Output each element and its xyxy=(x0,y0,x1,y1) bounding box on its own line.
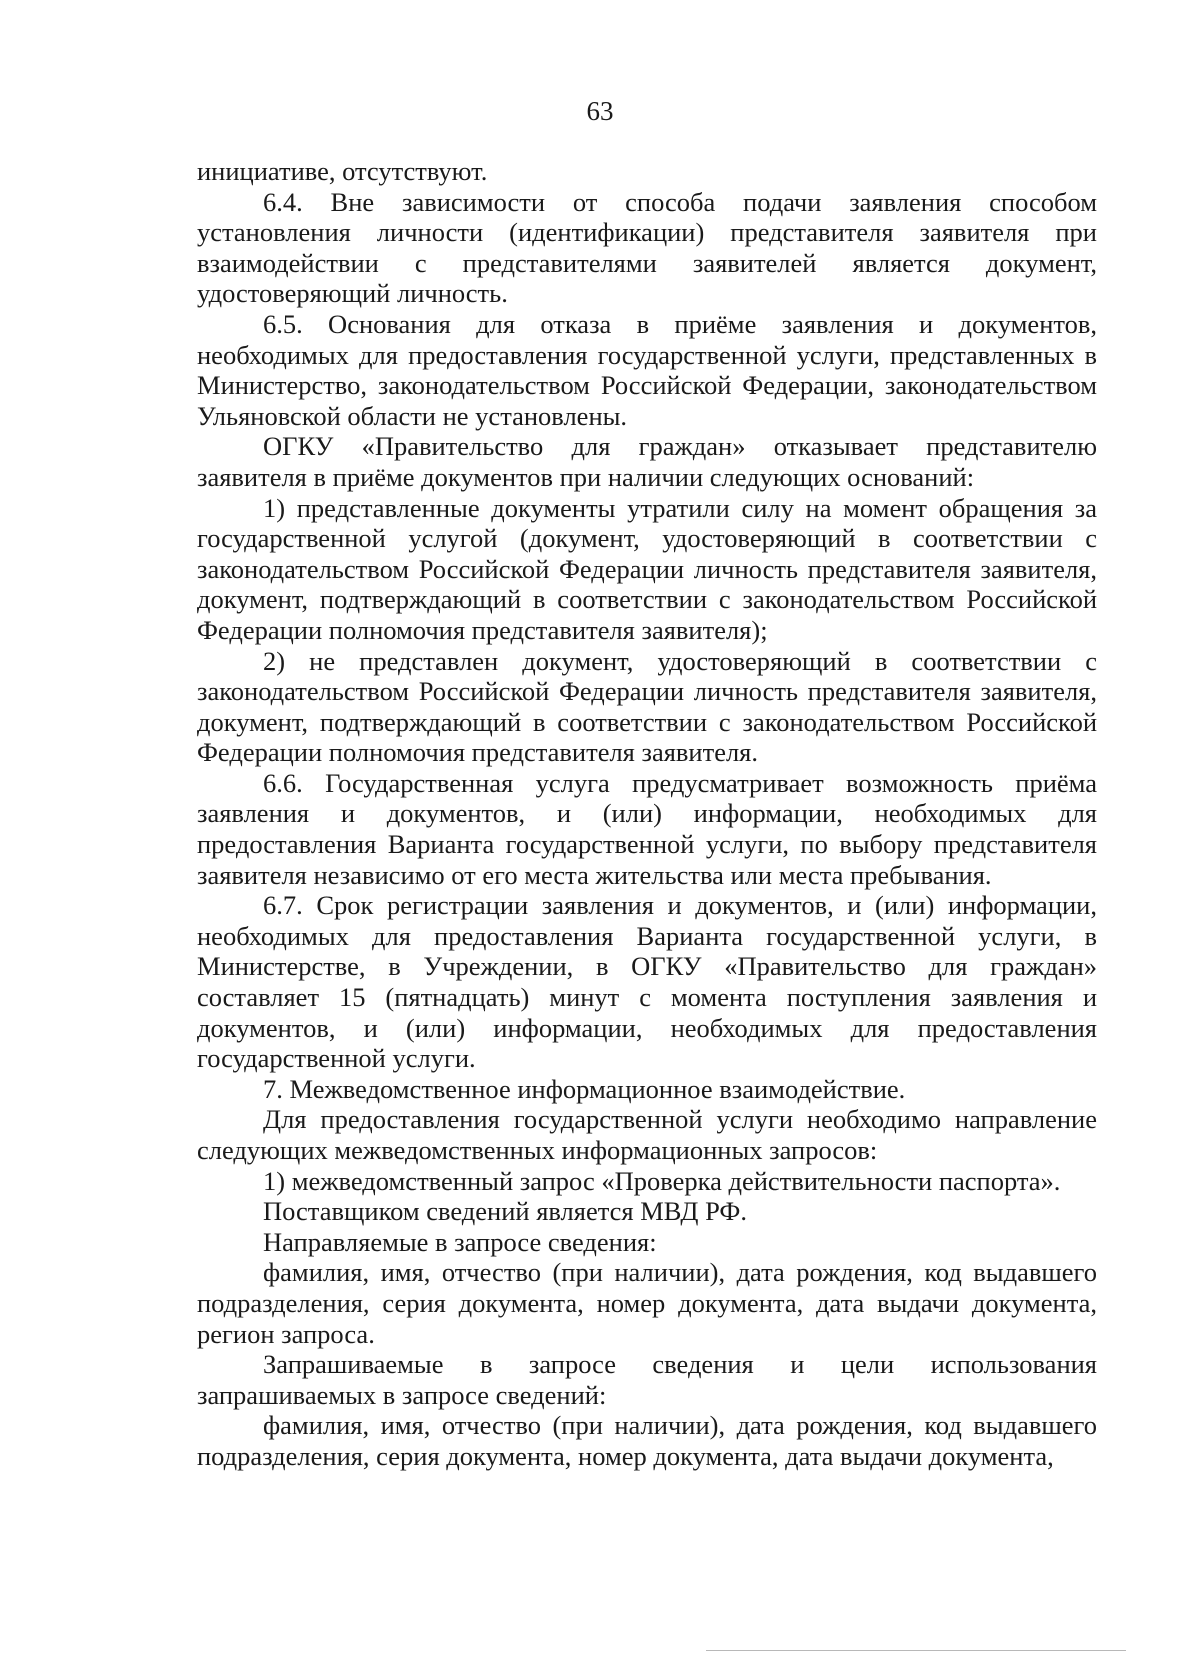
paragraph: 1) представленные документы утратили силу на момент обращения за государственной услугой (документ, удостоверяющий в соответствии с законодательством Российской Федерации личность представителя заявителя, документ, подтверждающий в соответствии с законодательством Российской Федерации полномочия представителя заявителя); xyxy=(197,492,1097,645)
paragraph: фамилия, имя, отчество (при наличии), дата рождения, код выдавшего подразделения, серия документа, номер документа, дата выдачи документа, xyxy=(197,1410,1097,1471)
paragraph: ОГКУ «Правительство для граждан» отказывает представителю заявителя в приёме документов при наличии следующих оснований: xyxy=(197,431,1097,492)
footer-rule xyxy=(706,1650,1126,1651)
document-body xyxy=(197,156,1097,1472)
paragraph: фамилия, имя, отчество (при наличии), дата рождения, код выдавшего подразделения, серия документа, номер документа, дата выдачи документа, регион запроса. xyxy=(197,1257,1097,1349)
paragraph: инициативе, отсутствуют. xyxy=(197,156,488,186)
paragraph: 6.6. Государственная услуга предусматривает возможность приёма заявления и документов, и (или) информации, необходимых для предоставления Варианта государственной услуги, по выбору представителя заявителя независимо от его места жительства или места пребывания. xyxy=(197,767,1097,890)
paragraph: 6.5. Основания для отказа в приёме заявления и документов, необходимых для предоставления государственной услуги, представленных в Министерство, законодательством Российской Федерации, законодательством Ульяновской области не установлены. xyxy=(197,308,1097,431)
paragraph: 6.4. Вне зависимости от способа подачи заявления способом установления личности (идентификации) представителя заявителя при взаимодействии с представителями заявителей является документ, удостоверяющий личность. xyxy=(197,186,1097,309)
paragraph: 2) не представлен документ, удостоверяющий в соответствии с законодательством Российской Федерации личность представителя заявителя, документ, подтверждающий в соответствии с законодательством Российской Федерации полномочия представителя заявителя. xyxy=(197,645,1097,768)
paragraph: Направляемые в запросе сведения: xyxy=(263,1226,657,1257)
paragraph: Запрашиваемые в запросе сведения и цели использования запрашиваемых в запросе сведений: xyxy=(197,1349,1097,1410)
paragraph: 7. Межведомственное информационное взаимодействие. xyxy=(263,1073,906,1104)
paragraph: 6.7. Срок регистрации заявления и документов, и (или) информации, необходимых для предоставления Варианта государственной услуги, в Министерстве, в Учреждении, в ОГКУ «Правительство для граждан» составляет 15 (пятнадцать) минут с момента поступления заявления и документов, и (или) информации, необходимых для предоставления государственной услуги. xyxy=(197,890,1097,1074)
paragraph: Поставщиком сведений является МВД РФ. xyxy=(263,1196,747,1227)
page-number: 63 xyxy=(586,96,614,126)
paragraph: Для предоставления государственной услуги необходимо направление следующих межведомственных информационных запросов: xyxy=(197,1104,1097,1165)
paragraph: 1) межведомственный запрос «Проверка действительности паспорта». xyxy=(263,1165,1061,1196)
